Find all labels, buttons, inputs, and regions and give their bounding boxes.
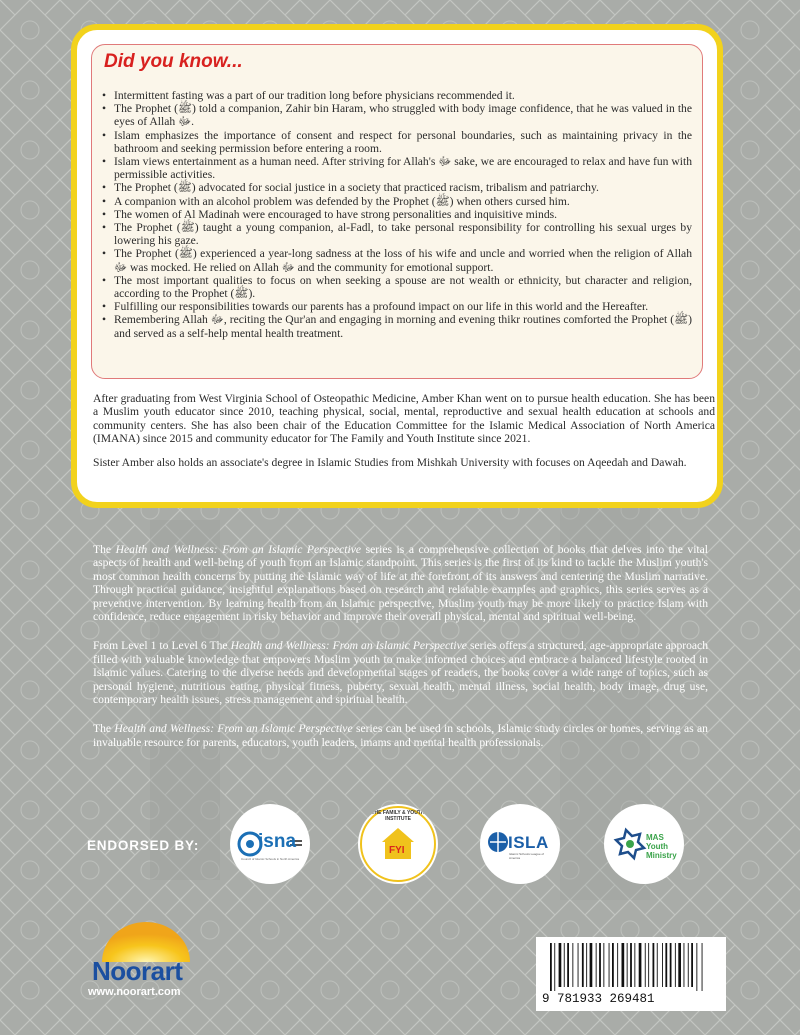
text-lead: From Level 1 to Level 6 The: [93, 639, 228, 653]
text-lead: The: [93, 543, 112, 556]
list-item: • Islam emphasizes the importance of consent and respect for personal boundaries, such as maintaining privacy in the bathroom and seeking permission before entering a room.: [102, 129, 692, 155]
did-you-know-box: [91, 44, 703, 379]
author-bio: [93, 392, 715, 479]
isna-wordmark: isna: [258, 831, 297, 852]
barcode-bar: [653, 943, 655, 987]
bio-paragraph: After graduating from West Virginia School of Osteopathic Medicine, Amber Khan went on to pursue health education. She has been a Muslim youth educator since 2010, teaching physical, social, mental, reproductive and sexual health education at schools and community centers. She has also been chair of the Education Committee for the Islamic Medical Association of North America (IMANA) since 2015 and community educator for The Family and Youth Institute since 2021.: [93, 392, 715, 446]
barcode-bar: [586, 943, 587, 987]
barcode-bar: [567, 943, 569, 987]
text-rest: series is a comprehensive collection of books that delves into the vital aspects of health and well-being of youth from an Islamic standpoint. This series is the first of its kind to tackle the Muslim youth's most common health concerns by putting the Islamic way of life at the forefront of its answers and centering the Muslim narrative. Through practical guidance, insightful explanations based on research and relatable examples and graphics, this series serves as a preventive intervention. By learning health from an Islamic perspective, Muslim youth may be more likely to practice Islam with confidence, reduce engagement in risky behavior and improve their overall physical, mental and spiritual well-being.: [93, 543, 709, 624]
isna-logo: [230, 804, 310, 884]
barcode-bar: [609, 943, 610, 987]
barcode-bar: [630, 943, 632, 987]
barcode-bar: [596, 943, 597, 987]
fyi-logo: [358, 804, 438, 884]
text-lead: The: [93, 722, 112, 736]
barcode-bar: [582, 943, 584, 987]
list-item: • The Prophet (ﷺ) taught a young companion, al-Fadl, to take personal responsibility for controlling his sexual urges by lowering his gaze.: [102, 221, 692, 247]
barcode-bars: [536, 937, 726, 993]
barcode-bar: [684, 943, 685, 987]
series-title: Health and Wellness: From an Islamic Perspective: [230, 639, 467, 653]
mas-line2: Youth: [646, 842, 669, 851]
list-item: • Intermittent fasting was a part of our tradition long before physicians recommended it.: [102, 89, 692, 102]
mas-star-icon: [604, 804, 684, 884]
description-paragraph: [93, 722, 708, 749]
fyi-abbr: FYI: [389, 845, 405, 856]
isla-subtitle: Islamic Schools League of America: [509, 852, 545, 860]
isla-logo: [480, 804, 560, 884]
mas-line3: Ministry: [646, 851, 677, 860]
barcode-bar: [696, 943, 697, 991]
barcode-bar: [599, 943, 601, 987]
series-title: Health and Wellness: From an Islamic Perspective: [115, 543, 362, 556]
barcode-bar: [678, 943, 681, 987]
barcode-bar: [554, 943, 555, 991]
barcode-bar: [627, 943, 628, 987]
facts-list: [102, 89, 692, 340]
barcode-bar: [603, 943, 604, 987]
barcode-bar: [622, 943, 625, 987]
barcode-bar: [559, 943, 562, 987]
barcode-bar: [662, 943, 663, 987]
barcode-bar: [702, 943, 703, 991]
info-panel: [71, 24, 723, 508]
list-item: • The women of Al Madinah were encouraged to have strong personalities and inquisitive minds.: [102, 208, 692, 221]
barcode-bar: [657, 943, 658, 987]
endorsed-by-label: ENDORSED BY:: [87, 838, 200, 853]
barcode-bar: [645, 943, 646, 987]
list-item: • A companion with an alcohol problem was defended by the Prophet (ﷺ) when others cursed him.: [102, 195, 692, 208]
barcode-bar: [639, 943, 642, 987]
barcode-digits: 9 781933 269481: [542, 992, 655, 1006]
series-description: [93, 543, 708, 765]
series-title: Health and Wellness: From an Islamic Perspective: [114, 722, 353, 736]
text-rest: series can be used in schools, Islamic study circles or homes, serving as an invaluable resource for parents, educators, youth leaders, imams and mental health professionals.: [93, 722, 708, 749]
barcode-bar: [665, 943, 667, 987]
list-item: • Fulfilling our responsibilities towards our parents has a profound impact on our life in this world and the Hereafter.: [102, 300, 692, 313]
isbn-barcode: [536, 937, 726, 1011]
list-item: • The Prophet (ﷺ) advocated for social justice in a society that practiced racism, tribalism and patriarchy.: [102, 181, 692, 194]
list-item: • Islam views entertainment as a human need. After striving for Allah's ﷻ sake, we are encouraged to relax and have fun with permissible activities.: [102, 155, 692, 181]
fyi-ring-text: THE FAMILY & YOUTH INSTITUTE: [371, 810, 425, 822]
barcode-bar: [590, 943, 593, 987]
barcode-bar: [648, 943, 649, 987]
did-you-know-title: Did you know...: [104, 51, 243, 72]
barcode-bar: [564, 943, 565, 987]
description-paragraph: [93, 543, 708, 623]
list-item: • The Prophet (ﷺ) experienced a year-long sadness at the loss of his wife and uncle and worried when the religion of Allah ﷻ was mocked. He relied on Allah ﷻ and the community for emotional support.: [102, 247, 692, 273]
barcode-bar: [572, 943, 573, 987]
description-paragraph: [93, 639, 708, 706]
barcode-bar: [670, 943, 672, 987]
list-item: • The most important qualities to focus on when seeking a spouse are not wealth or ethnicity, but character and religion, according to the Prophet (ﷺ).: [102, 274, 692, 300]
list-item: • Remembering Allah ﷻ, reciting the Qur'an and engaging in morning and evening thikr routines comforted the Prophet (ﷺ) and served as a self-help mental health treatment.: [102, 313, 692, 339]
barcode-bar: [634, 943, 635, 987]
mas-youth-logo: [604, 804, 684, 884]
bio-paragraph: Sister Amber also holds an associate's degree in Islamic Studies from Mishkah University with focuses on Aqeedah and Dawah.: [93, 455, 687, 469]
isna-subtitle: Council of Islamic Schools in North America: [241, 857, 300, 861]
noorart-url[interactable]: www.noorart.com: [88, 986, 181, 998]
list-item: • The Prophet (ﷺ) told a companion, Zahir bin Haram, who struggled with body image confidence, that he was valued in the eyes of Allah ﷻ.: [102, 102, 692, 128]
barcode-bar: [675, 943, 676, 987]
barcode-bar: [550, 943, 552, 991]
barcode-bar: [688, 943, 689, 987]
barcode-bar: [612, 943, 614, 987]
mas-line1: MAS: [646, 833, 664, 842]
isla-wordmark: ISLA: [508, 833, 549, 852]
barcode-bar: [617, 943, 618, 987]
text-rest: series offers a structured, age-appropriate approach filled with valuable knowledge that empowers Muslim youth to make informed choices and embrace a balanced lifestyle rooted in Islamic values. Catering to the diverse needs and developmental stages of readers, the books cover a wide range of topics, such as personal hygiene, nutritious eating, physical fitness, puberty, sexual health, mental illness, social health, body image, drug use, contemporary health issues, stress management and spiritual health.: [93, 639, 709, 707]
noorart-logo: [76, 922, 246, 1002]
barcode-bar: [578, 943, 579, 987]
barcode-bar: [691, 943, 693, 987]
noorart-wordmark: Noorart: [92, 956, 183, 986]
